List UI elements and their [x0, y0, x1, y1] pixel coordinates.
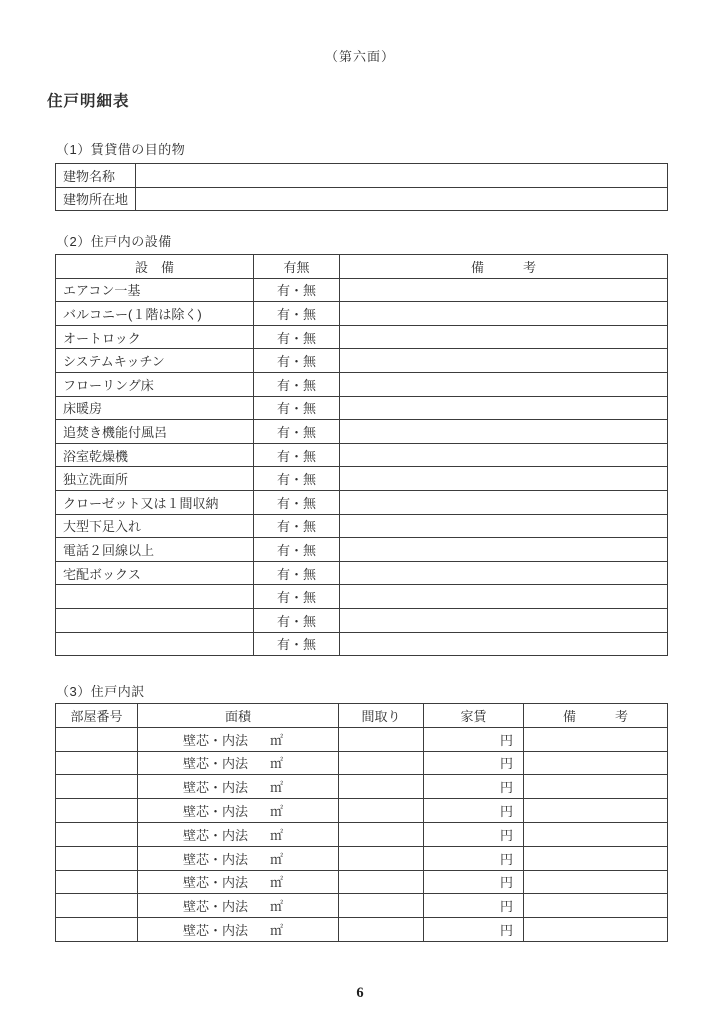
room-number-cell [56, 775, 138, 799]
layout-cell [339, 846, 424, 870]
remarks-cell [340, 443, 668, 467]
table-row [56, 894, 668, 918]
presence-options: 有・無 [254, 585, 340, 609]
remarks-cell [340, 302, 668, 326]
area-cell [138, 799, 339, 823]
equipment-name: クローゼット又は１間収納 [56, 490, 254, 514]
presence-options: 有・無 [254, 538, 340, 562]
area-type-label: 壁芯・内法 [183, 732, 249, 748]
remarks-cell [524, 894, 668, 918]
table-row [56, 187, 668, 211]
equipment-name-empty [56, 585, 254, 609]
table-row [56, 751, 668, 775]
remarks-cell [340, 349, 668, 373]
room-number-cell [56, 846, 138, 870]
area-unit-label: ㎡ [269, 804, 283, 820]
rent-column-header: 家賃 [424, 704, 524, 728]
table-row [56, 164, 668, 188]
room-number-cell [56, 751, 138, 775]
remarks-cell [524, 870, 668, 894]
remarks-cell [340, 325, 668, 349]
building-address-value-cell [136, 187, 668, 211]
room-number-cell [56, 727, 138, 751]
table-row [56, 396, 668, 420]
remarks-cell [524, 727, 668, 751]
remarks-cell [524, 846, 668, 870]
room-number-cell [56, 799, 138, 823]
area-unit-label: ㎡ [269, 923, 283, 939]
room-number-column-header: 部屋番号 [56, 704, 138, 728]
equipment-name: システムキッチン [56, 349, 254, 373]
page-number: 6 [356, 985, 364, 1001]
lease-object-table [55, 163, 668, 211]
rent-cell: 円 [424, 918, 524, 942]
table-row [56, 822, 668, 846]
area-unit-label: ㎡ [269, 851, 283, 867]
table-row [56, 278, 668, 302]
area-type-label: 壁芯・内法 [183, 899, 249, 915]
remarks-column-header: 備 考 [524, 704, 668, 728]
equipment-name-empty [56, 632, 254, 656]
building-address-label: 建物所在地 [56, 187, 136, 211]
equipment-name: フローリング床 [56, 372, 254, 396]
area-cell [138, 894, 339, 918]
presence-options: 有・無 [254, 467, 340, 491]
equipment-name: オートロック [56, 325, 254, 349]
presence-options: 有・無 [254, 514, 340, 538]
presence-options: 有・無 [254, 490, 340, 514]
area-cell [138, 918, 339, 942]
table-row [56, 585, 668, 609]
area-type-label: 壁芯・内法 [183, 875, 249, 891]
area-unit-label: ㎡ [269, 827, 283, 843]
table-header-row [56, 255, 668, 279]
table-row [56, 799, 668, 823]
presence-options: 有・無 [254, 608, 340, 632]
equipment-name: 電話２回線以上 [56, 538, 254, 562]
sheet-label: （第六面） [324, 49, 395, 64]
room-number-cell [56, 822, 138, 846]
presence-options: 有・無 [254, 325, 340, 349]
table-row [56, 349, 668, 373]
table-row [56, 302, 668, 326]
section3-heading: （3）住戸内訳 [56, 684, 145, 699]
building-name-label: 建物名称 [56, 164, 136, 188]
presence-options: 有・無 [254, 349, 340, 373]
unit-breakdown-table [55, 703, 668, 942]
layout-cell [339, 727, 424, 751]
equipment-name: バルコニー(１階は除く) [56, 302, 254, 326]
rent-cell: 円 [424, 775, 524, 799]
room-number-cell [56, 894, 138, 918]
area-cell [138, 727, 339, 751]
remarks-cell [340, 396, 668, 420]
area-column-header: 面積 [138, 704, 339, 728]
remarks-cell [340, 538, 668, 562]
table-row [56, 490, 668, 514]
remarks-cell [524, 918, 668, 942]
rent-cell: 円 [424, 799, 524, 823]
rent-cell: 円 [424, 846, 524, 870]
area-type-label: 壁芯・内法 [183, 827, 249, 843]
presence-options: 有・無 [254, 561, 340, 585]
building-name-value-cell [136, 164, 668, 188]
section2-heading: （2）住戸内の設備 [56, 234, 172, 249]
remarks-cell [340, 514, 668, 538]
area-cell [138, 775, 339, 799]
remarks-cell [340, 490, 668, 514]
layout-cell [339, 894, 424, 918]
remarks-cell [524, 775, 668, 799]
table-row [56, 443, 668, 467]
area-unit-label: ㎡ [269, 875, 283, 891]
table-row [56, 775, 668, 799]
page-title: 住戸明細表 [47, 93, 130, 110]
rent-cell: 円 [424, 870, 524, 894]
presence-column-header: 有無 [254, 255, 340, 279]
presence-options: 有・無 [254, 632, 340, 656]
layout-cell [339, 870, 424, 894]
remarks-cell [524, 799, 668, 823]
remarks-cell [524, 751, 668, 775]
room-number-cell [56, 918, 138, 942]
table-header-row [56, 704, 668, 728]
layout-column-header: 間取り [339, 704, 424, 728]
presence-options: 有・無 [254, 443, 340, 467]
presence-options: 有・無 [254, 372, 340, 396]
remarks-cell [340, 632, 668, 656]
rent-cell: 円 [424, 894, 524, 918]
equipment-table [55, 254, 668, 656]
table-row [56, 870, 668, 894]
remarks-cell [340, 278, 668, 302]
table-row [56, 561, 668, 585]
area-type-label: 壁芯・内法 [183, 851, 249, 867]
equipment-name: 床暖房 [56, 396, 254, 420]
layout-cell [339, 918, 424, 942]
table-row [56, 727, 668, 751]
area-type-label: 壁芯・内法 [183, 923, 249, 939]
table-row [56, 846, 668, 870]
area-unit-label: ㎡ [269, 756, 283, 772]
equipment-name: 大型下足入れ [56, 514, 254, 538]
equipment-name: 追焚き機能付風呂 [56, 420, 254, 444]
area-cell [138, 751, 339, 775]
table-row [56, 538, 668, 562]
equipment-name: 浴室乾燥機 [56, 443, 254, 467]
area-type-label: 壁芯・内法 [183, 804, 249, 820]
area-type-label: 壁芯・内法 [183, 780, 249, 796]
table-row [56, 372, 668, 396]
area-cell [138, 822, 339, 846]
area-cell [138, 870, 339, 894]
equipment-name: エアコン一基 [56, 278, 254, 302]
remarks-cell [340, 372, 668, 396]
table-row [56, 420, 668, 444]
presence-options: 有・無 [254, 420, 340, 444]
layout-cell [339, 799, 424, 823]
rent-cell: 円 [424, 822, 524, 846]
equipment-name: 独立洗面所 [56, 467, 254, 491]
area-type-label: 壁芯・内法 [183, 756, 249, 772]
table-row [56, 632, 668, 656]
presence-options: 有・無 [254, 396, 340, 420]
presence-options: 有・無 [254, 302, 340, 326]
table-row [56, 467, 668, 491]
remarks-column-header: 備 考 [340, 255, 668, 279]
presence-options: 有・無 [254, 278, 340, 302]
remarks-cell [524, 822, 668, 846]
equipment-name-empty [56, 608, 254, 632]
area-unit-label: ㎡ [269, 899, 283, 915]
table-row [56, 514, 668, 538]
area-cell [138, 846, 339, 870]
equipment-name: 宅配ボックス [56, 561, 254, 585]
room-number-cell [56, 870, 138, 894]
remarks-cell [340, 420, 668, 444]
remarks-cell [340, 585, 668, 609]
table-row [56, 325, 668, 349]
rent-cell: 円 [424, 751, 524, 775]
table-row [56, 608, 668, 632]
remarks-cell [340, 467, 668, 491]
layout-cell [339, 822, 424, 846]
table-row [56, 918, 668, 942]
section1-heading: （1）賃貸借の目的物 [56, 142, 186, 157]
layout-cell [339, 775, 424, 799]
remarks-cell [340, 608, 668, 632]
rent-cell: 円 [424, 727, 524, 751]
area-unit-label: ㎡ [269, 780, 283, 796]
layout-cell [339, 751, 424, 775]
equipment-column-header: 設 備 [56, 255, 254, 279]
area-unit-label: ㎡ [269, 732, 283, 748]
remarks-cell [340, 561, 668, 585]
